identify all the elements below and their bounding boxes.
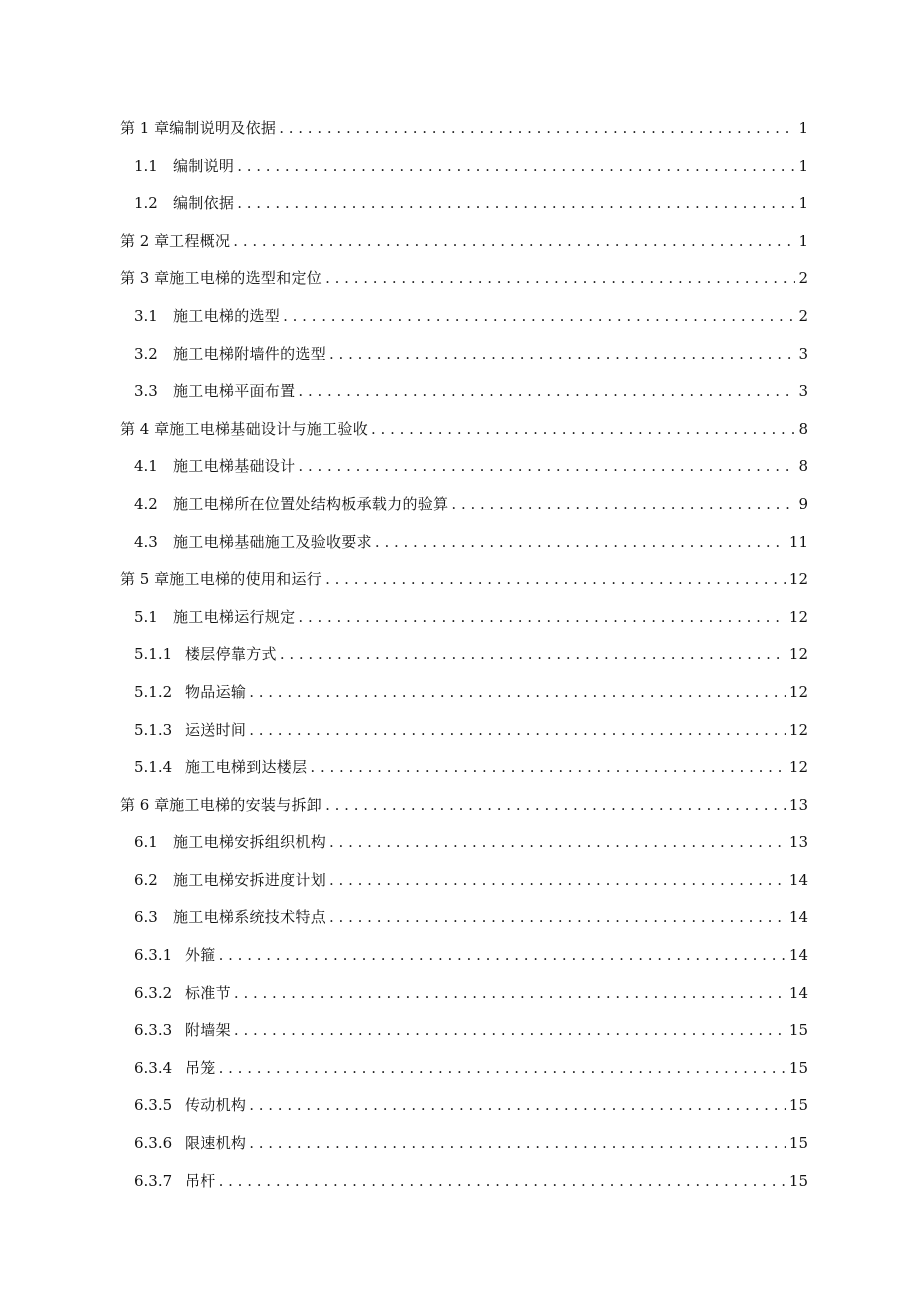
- toc-entry[interactable]: [0, 1087, 920, 1125]
- toc-entry-number: 第 5 章: [120, 570, 170, 589]
- toc-entry-title: 施工电梯的使用和运行: [169, 570, 323, 589]
- toc-entry-page-number: 13: [788, 795, 808, 814]
- toc-entry-title: 运送时间: [185, 720, 247, 739]
- toc-leader-dots: [234, 1012, 786, 1050]
- toc-entry-page-number: 15: [788, 1058, 808, 1077]
- toc-entry[interactable]: [0, 712, 920, 750]
- toc-leader-dots: [325, 787, 786, 825]
- toc-leader-dots: [279, 110, 795, 148]
- toc-entry-number: 5.1: [134, 607, 158, 626]
- toc-leader-dots: [249, 1125, 786, 1163]
- toc-entry-title: 施工电梯基础设计与施工验收: [169, 419, 368, 438]
- toc-entry-page-number: 12: [788, 645, 808, 664]
- toc-leader-dots: [249, 674, 786, 712]
- toc-entry-number: 6.1: [134, 833, 158, 852]
- toc-entry-number: 3.2: [134, 344, 158, 363]
- toc-entry[interactable]: [0, 298, 920, 336]
- toc-entry-page-number: 15: [788, 1021, 808, 1040]
- toc-entry-page-number: 8: [798, 457, 808, 476]
- toc-entry-page-number: 11: [788, 532, 808, 551]
- toc-entry-number: 1.2: [134, 194, 158, 213]
- toc-entry-number: 4.3: [134, 532, 158, 551]
- toc-leader-dots: [234, 975, 786, 1013]
- toc-entry[interactable]: [0, 824, 920, 862]
- toc-entry-page-number: 14: [788, 870, 808, 889]
- toc-entry[interactable]: [0, 674, 920, 712]
- toc-leader-dots: [237, 148, 795, 186]
- toc-entry-number: 第 2 章: [120, 231, 170, 250]
- toc-entry-number: 3.1: [134, 306, 158, 325]
- toc-entry-title: 施工电梯所在位置处结构板承载力的验算: [173, 494, 449, 513]
- toc-entry-page-number: 15: [788, 1171, 808, 1190]
- toc-leader-dots: [325, 260, 795, 298]
- toc-entry[interactable]: [0, 148, 920, 186]
- toc-entry[interactable]: [0, 1050, 920, 1088]
- toc-entry-title: 物品运输: [185, 682, 247, 701]
- toc-entry-title: 施工电梯基础设计: [173, 457, 296, 476]
- toc-entry[interactable]: [0, 937, 920, 975]
- toc-entry-number: 第 6 章: [120, 795, 170, 814]
- toc-entry[interactable]: [0, 1125, 920, 1163]
- toc-entry-page-number: 12: [788, 607, 808, 626]
- toc-entry-number: 5.1.4: [134, 758, 173, 777]
- toc-entry[interactable]: [0, 373, 920, 411]
- toc-entry-title: 吊笼: [185, 1058, 216, 1077]
- toc-leader-dots: [233, 223, 795, 261]
- toc-entry-number: 6.3: [134, 908, 158, 927]
- toc-entry-number: 第 1 章: [120, 119, 170, 137]
- toc-entry-page-number: 8: [798, 419, 808, 438]
- toc-entry-title: 编制依据: [173, 194, 235, 213]
- toc-entry-title: 工程概况: [169, 231, 231, 250]
- toc-entry-page-number: 1: [798, 119, 808, 137]
- toc-entry-page-number: 15: [788, 1096, 808, 1115]
- toc-entry[interactable]: [0, 1163, 920, 1201]
- toc-entry-title: 施工电梯附墙件的选型: [173, 344, 327, 363]
- toc-leader-dots: [325, 561, 786, 599]
- toc-leader-dots: [298, 448, 795, 486]
- toc-entry-title: 施工电梯的选型: [173, 306, 281, 325]
- toc-entry-title: 施工电梯系统技术特点: [173, 908, 327, 927]
- toc-entry[interactable]: [0, 524, 920, 562]
- toc-entry-number: 5.1.2: [134, 682, 173, 701]
- toc-entry-page-number: 12: [788, 682, 808, 701]
- toc-entry-page-number: 12: [788, 758, 808, 777]
- toc-entry-number: 6.3.2: [134, 983, 173, 1002]
- toc-entry-number: 6.3.7: [134, 1171, 173, 1190]
- toc-entry-title: 限速机构: [185, 1134, 247, 1153]
- toc-entry-page-number: 14: [788, 908, 808, 927]
- toc-entry-page-number: 2: [798, 269, 808, 288]
- toc-leader-dots: [219, 1050, 786, 1088]
- toc-entry-title: 施工电梯安拆组织机构: [173, 833, 327, 852]
- toc-leader-dots: [451, 486, 795, 524]
- toc-entry-title: 施工电梯到达楼层: [185, 758, 308, 777]
- toc-entry-number: 6.3.3: [134, 1021, 173, 1040]
- toc-entry-number: 第 3 章: [120, 269, 170, 288]
- toc-entry[interactable]: [0, 185, 920, 223]
- toc-entry[interactable]: [0, 411, 920, 449]
- toc-entry[interactable]: [0, 787, 920, 825]
- toc-entry-title: 施工电梯的选型和定位: [169, 269, 323, 288]
- toc-entry-title: 附墙架: [185, 1021, 231, 1040]
- toc-entry[interactable]: [0, 899, 920, 937]
- toc-leader-dots: [249, 1087, 786, 1125]
- toc-leader-dots: [283, 298, 795, 336]
- toc-leader-dots: [375, 524, 786, 562]
- toc-entry-number: 6.2: [134, 870, 158, 889]
- toc-entry-title: 标准节: [185, 983, 231, 1002]
- toc-entry-page-number: 3: [798, 344, 808, 363]
- table-of-contents: [0, 110, 920, 1200]
- toc-entry[interactable]: [0, 336, 920, 374]
- toc-entry-page-number: 2: [798, 306, 808, 325]
- toc-entry-title: 传动机构: [185, 1096, 247, 1115]
- toc-entry-number: 第 4 章: [120, 419, 170, 438]
- toc-entry[interactable]: [0, 561, 920, 599]
- toc-leader-dots: [219, 1163, 786, 1201]
- toc-leader-dots: [298, 599, 786, 637]
- toc-leader-dots: [329, 899, 786, 937]
- toc-entry-title: 施工电梯的安装与拆卸: [169, 795, 323, 814]
- toc-entry[interactable]: [0, 862, 920, 900]
- toc-entry-title: 吊杆: [185, 1171, 216, 1190]
- toc-entry-title: 编制说明: [173, 156, 235, 175]
- toc-entry-page-number: 1: [798, 194, 808, 213]
- toc-leader-dots: [329, 824, 786, 862]
- toc-entry[interactable]: [0, 1012, 920, 1050]
- toc-entry-title: 编制说明及依据: [169, 119, 277, 137]
- toc-leader-dots: [280, 636, 786, 674]
- toc-entry-number: 3.3: [134, 382, 158, 401]
- toc-entry-page-number: 12: [788, 720, 808, 739]
- toc-entry-page-number: 12: [788, 570, 808, 589]
- toc-leader-dots: [310, 749, 786, 787]
- toc-entry[interactable]: [0, 260, 920, 298]
- toc-entry-title: 楼层停靠方式: [185, 645, 277, 664]
- toc-entry-number: 1.1: [134, 156, 158, 175]
- toc-entry[interactable]: [0, 749, 920, 787]
- toc-entry[interactable]: [0, 975, 920, 1013]
- toc-leader-dots: [329, 336, 795, 374]
- toc-entry-title: 施工电梯平面布置: [173, 382, 296, 401]
- toc-entry-page-number: 1: [798, 231, 808, 250]
- toc-entry-title: 施工电梯运行规定: [173, 607, 296, 626]
- toc-entry[interactable]: [0, 486, 920, 524]
- toc-entry[interactable]: [0, 448, 920, 486]
- toc-leader-dots: [219, 937, 786, 975]
- toc-leader-dots: [249, 712, 786, 750]
- toc-entry-page-number: 13: [788, 833, 808, 852]
- toc-entry-number: 6.3.6: [134, 1134, 173, 1153]
- toc-entry-title: 施工电梯基础施工及验收要求: [173, 532, 372, 551]
- toc-entry[interactable]: [0, 636, 920, 674]
- toc-leader-dots: [237, 185, 795, 223]
- toc-entry[interactable]: [0, 599, 920, 637]
- toc-entry-number: 4.2: [134, 494, 158, 513]
- toc-entry-number: 5.1.1: [134, 645, 173, 664]
- toc-leader-dots: [371, 411, 795, 449]
- toc-leader-dots: [329, 862, 786, 900]
- toc-entry[interactable]: [0, 223, 920, 261]
- toc-leader-dots: [298, 373, 795, 411]
- toc-entry[interactable]: [0, 110, 920, 148]
- toc-entry-number: 6.3.5: [134, 1096, 173, 1115]
- toc-entry-number: 4.1: [134, 457, 158, 476]
- toc-entry-page-number: 3: [798, 382, 808, 401]
- toc-entry-title: 外箍: [185, 946, 216, 965]
- toc-entry-page-number: 14: [788, 946, 808, 965]
- toc-entry-page-number: 14: [788, 983, 808, 1002]
- toc-entry-number: 6.3.1: [134, 946, 173, 965]
- toc-entry-page-number: 9: [798, 494, 808, 513]
- toc-entry-number: 6.3.4: [134, 1058, 173, 1077]
- toc-entry-title: 施工电梯安拆进度计划: [173, 870, 327, 889]
- toc-entry-page-number: 1: [798, 156, 808, 175]
- toc-entry-number: 5.1.3: [134, 720, 173, 739]
- toc-entry-page-number: 15: [788, 1134, 808, 1153]
